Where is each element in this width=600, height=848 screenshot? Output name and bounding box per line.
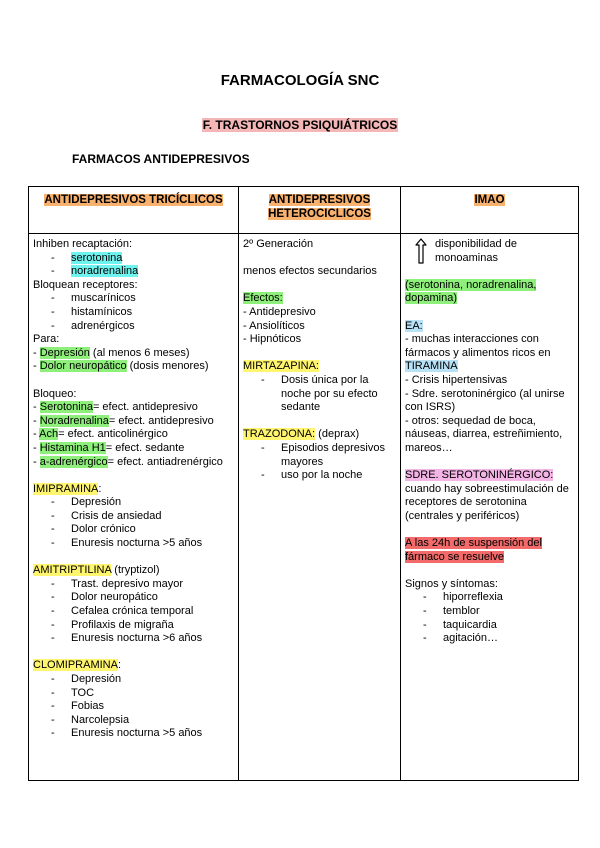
list-item: - Dolor crónico (51, 523, 136, 536)
list-item: - Noradrenalina= efect. antidepresivo (33, 414, 214, 427)
heterocyclic-cell (239, 234, 401, 781)
list-item: - Sdre. serotoninérgico (al unirse con ISRS) (405, 387, 565, 414)
list-item: - Crisis hipertensivas (405, 373, 508, 386)
suspension-note: A las 24h de suspensión del fármaco se resuelve (405, 537, 542, 563)
list-item: - agitación… (423, 632, 499, 645)
amitriptilina-heading: AMITRIPTILINA (tryptizol) (33, 564, 160, 577)
trazodona-heading: TRAZODONA: (deprax) (243, 428, 360, 441)
imipramina-heading: IMIPRAMINA: (33, 482, 102, 495)
list-item: - noradrenalina (51, 265, 139, 278)
list-item: - Enuresis nocturna >6 años (51, 632, 203, 645)
list-item: - Antidepresivo (243, 305, 316, 318)
list-item: - serotonina (51, 251, 123, 264)
list-item: - hiporreflexia (423, 591, 503, 604)
list-item: - Enuresis nocturna >5 años (51, 537, 203, 550)
header-tricyclic (29, 187, 239, 234)
header-imao (401, 187, 579, 234)
table-header-row (29, 187, 579, 234)
list-item: - Enuresis nocturna >5 años (51, 727, 203, 740)
list-item: - Dosis única por la noche por su efecto sedante (261, 373, 378, 414)
header-heterocyclic-label: ANTIDEPRESIVOS HETEROCICLICOS (268, 194, 371, 220)
list-item: - Histamina H1= efect. sedante (33, 441, 185, 454)
list-item: - Ansiolíticos (243, 319, 305, 332)
section-heading: FARMACOS ANTIDEPRESIVOS (72, 152, 250, 166)
imao-cell (401, 234, 579, 781)
list-item: - Depresión (al menos 6 meses) (33, 346, 190, 359)
efectos-heading: Efectos: (243, 292, 283, 305)
serotonin-syndrome-text: cuando hay sobreestimulación de receptores de serotonina (centrales y periféricos) (405, 482, 569, 522)
page-title: FARMACOLOGÍA SNC (220, 72, 380, 89)
list-item: - Dolor neuropático (dosis menores) (33, 360, 209, 373)
para-label: Para: (33, 333, 60, 346)
list-item: - adrenérgicos (51, 319, 135, 332)
list-item: - otros: sequedad de boca, náuseas, diarrea, estreñimiento, mareos… (405, 414, 563, 454)
list-item: - Serotonina= efect. antidepresivo (33, 401, 198, 414)
monoamines-text: (serotonina, noradrenalina, dopamina) (405, 278, 537, 305)
list-item: - Depresión (51, 496, 122, 509)
ea-heading: EA: (405, 319, 423, 332)
list-item: - Profilaxis de migraña (51, 618, 174, 631)
mirtazapina-heading: MIRTAZAPINA: (243, 360, 319, 373)
clomipramina-heading: CLOMIPRAMINA: (33, 659, 122, 672)
list-item: - TOC (51, 686, 95, 699)
header-tricyclic-label: ANTIDEPRESIVOS TRICÍCLICOS (44, 194, 223, 206)
list-item: - Narcolepsia (51, 713, 130, 726)
header-heterocyclic (239, 187, 401, 234)
list-item: - Crisis de ansiedad (51, 509, 162, 522)
header-imao-label: IMAO (474, 194, 505, 206)
antidepressants-table (28, 186, 579, 781)
list-item: - muscarínicos (51, 292, 136, 305)
generation-text: 2º Generación (243, 238, 314, 250)
bloqueo-label: Bloqueo: (33, 387, 77, 400)
list-item: - Depresión (51, 673, 122, 685)
list-item: - Hipnóticos (243, 333, 302, 346)
side-effects-text: menos efectos secundarios (243, 265, 377, 278)
list-item: - uso por la noche (261, 469, 363, 482)
signos-heading: Signos y síntomas: (405, 577, 498, 590)
list-item: - Ach= efect. anticolinérgico (33, 428, 168, 441)
subtitle-text: F. TRASTORNOS PSIQUIÁTRICOS (202, 118, 398, 132)
up-arrow-icon (415, 238, 427, 264)
serotonin-syndrome-heading: SDRE. SEROTONINÉRGICO: (405, 469, 554, 482)
list-item: - Trast. depresivo mayor (51, 577, 184, 590)
bloquean-label: Bloquean receptores: (33, 278, 138, 291)
list-item: - a-adrenérgico= efect. antiadrenérgico (33, 455, 223, 468)
list-item: - Dolor neuropático (51, 591, 158, 604)
availability-row (405, 238, 574, 265)
table-body-row (29, 234, 579, 781)
list-item: - Fobias (51, 700, 105, 713)
list-item: - temblor (423, 605, 480, 618)
list-item: - taquicardia (423, 618, 497, 631)
list-item: - Episodios depresivos mayores (261, 441, 385, 468)
inhiben-label: Inhiben recaptación: (33, 238, 133, 250)
tricyclic-cell (29, 234, 239, 781)
list-item: - histamínicos (51, 305, 133, 318)
availability-text: disponibilidad de monoaminas (435, 238, 517, 264)
subtitle (0, 118, 600, 132)
list-item: - muchas interacciones con fármacos y alimentos ricos en TIRAMINA (405, 333, 551, 373)
list-item: - Cefalea crónica temporal (51, 605, 194, 618)
